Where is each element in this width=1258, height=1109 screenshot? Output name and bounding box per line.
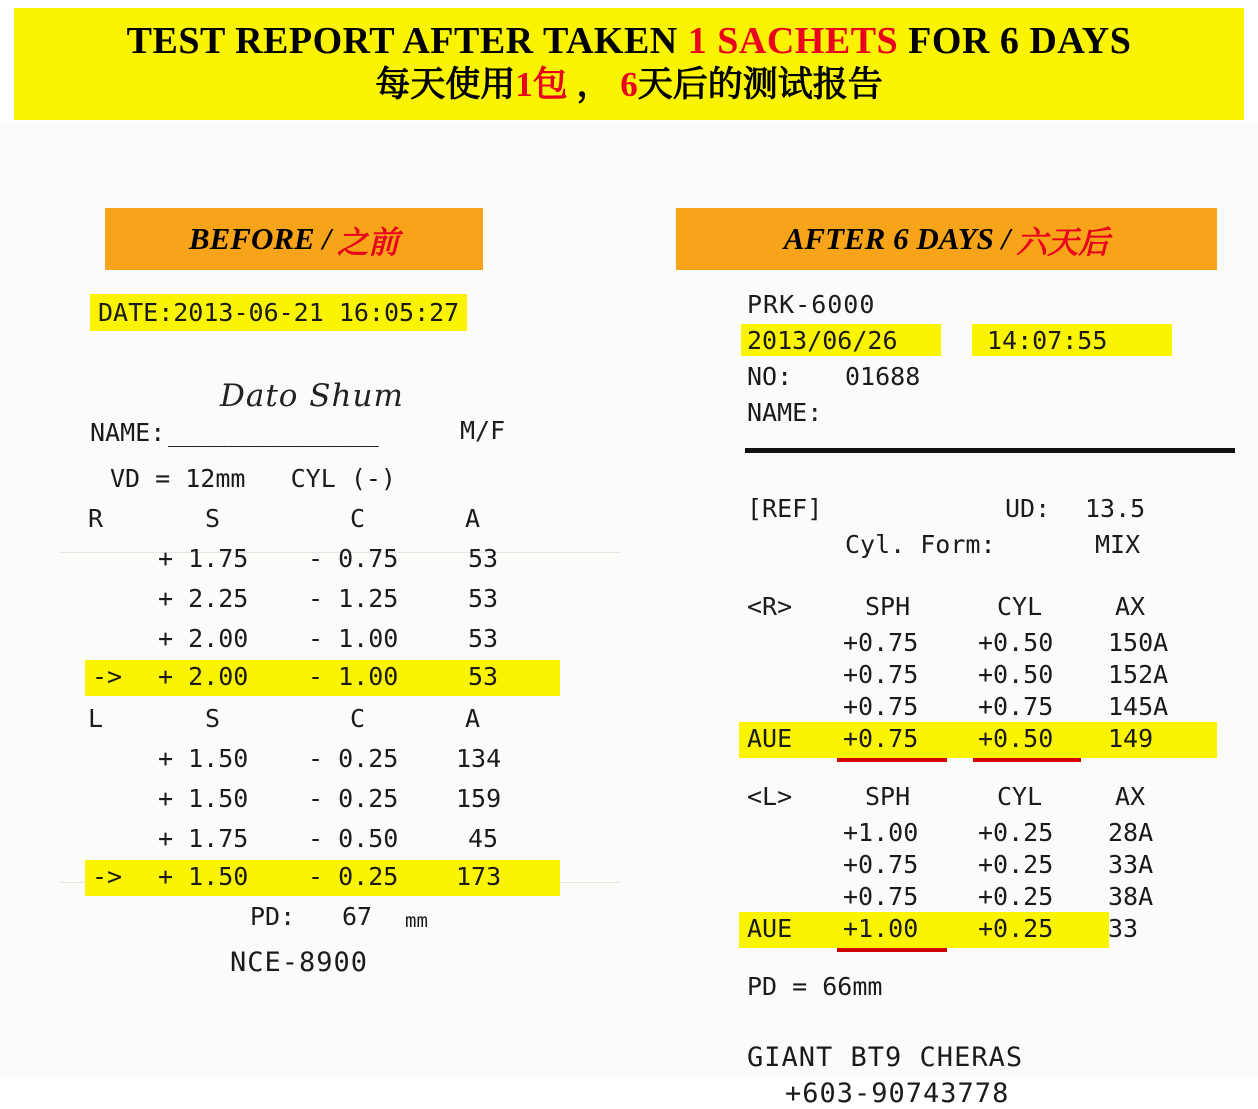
before-right-row1-c: - 0.75 [308, 544, 399, 573]
before-left-eye-label: L [88, 704, 104, 733]
before-right-col-a: A [465, 504, 481, 533]
before-date-line: DATE:2013-06-21 16:05:27 [90, 294, 467, 331]
after-ref-label: [REF] [747, 494, 823, 523]
banner-cn-part3: 天后的测试报告 [637, 64, 883, 104]
after-left-ave-cyl: +0.25 [978, 914, 1054, 943]
banner-title-part2: FOR 6 DAYS [898, 20, 1132, 63]
after-right-row1-ax: 150A [1108, 628, 1169, 657]
after-divider-rule [745, 448, 1235, 453]
after-right-row2-sph: +0.75 [843, 660, 919, 689]
after-left-row3-ax: 38A [1108, 882, 1154, 911]
before-right-row2-a: 53 [468, 584, 499, 613]
before-mf-label: M/F [460, 416, 506, 445]
after-no-label: NO: [747, 362, 793, 391]
before-right-result-c: - 1.00 [308, 662, 399, 691]
after-left-row2-cyl: +0.25 [978, 850, 1054, 879]
before-right-row3-c: - 1.00 [308, 624, 399, 653]
before-pd-value: 67 [342, 902, 373, 931]
before-model: NCE-8900 [230, 947, 369, 978]
after-left-row1-sph: +1.00 [843, 818, 919, 847]
after-right-row3-sph: +0.75 [843, 692, 919, 721]
after-left-ave-highlight [739, 912, 1109, 948]
banner-title-chinese [375, 64, 883, 106]
after-pd-line: PD = 66mm [747, 972, 883, 1001]
after-left-ave-sph-underline [837, 948, 947, 952]
after-cylform-value: MIX [1095, 530, 1141, 559]
before-right-result-a: 53 [468, 662, 499, 691]
banner-title-english [127, 22, 1132, 62]
banner-cn-part1: 每天使用 [375, 64, 516, 104]
before-name-underscores: ______________ [168, 418, 379, 447]
after-receipt [725, 282, 1245, 1109]
column-label-before [105, 208, 483, 270]
before-left-row2-c: - 0.25 [308, 784, 399, 813]
before-vd-line: VD = 12mm CYL (-) [110, 464, 396, 493]
after-left-ave-label: AUE [747, 914, 793, 943]
after-left-row1-ax: 28A [1108, 818, 1154, 847]
before-left-col-c: C [350, 704, 366, 733]
before-right-row1-a: 53 [468, 544, 499, 573]
banner-title-part1: TEST REPORT AFTER TAKEN [126, 20, 688, 63]
after-right-row3-cyl: +0.75 [978, 692, 1054, 721]
banner-cn-highlight-2: 6 [620, 64, 638, 104]
column-label-after [676, 208, 1217, 270]
after-right-ave-cyl: +0.50 [978, 724, 1054, 753]
after-no-value: 01688 [845, 362, 921, 391]
after-left-col-sph: SPH [865, 782, 911, 811]
after-right-row3-ax: 145A [1108, 692, 1169, 721]
column-label-before-cn: 之前 [337, 224, 400, 260]
column-label-before-en: BEFORE / [188, 221, 332, 256]
after-model-top: PRK-6000 [747, 290, 876, 319]
before-right-result-s: + 2.00 [158, 662, 249, 691]
before-left-row3-s: + 1.75 [158, 824, 249, 853]
banner-cn-highlight-1: 1包 [515, 64, 568, 104]
after-left-row1-cyl: +0.25 [978, 818, 1054, 847]
after-cylform-label: Cyl. Form: [845, 530, 996, 559]
scanned-report-area [0, 122, 1258, 1109]
before-name-handwritten: Dato Shum [220, 378, 404, 414]
before-left-row2-s: + 1.50 [158, 784, 249, 813]
after-right-ave-sph-underline [837, 758, 947, 762]
after-right-row2-cyl: +0.50 [978, 660, 1054, 689]
after-left-ave-sph: +1.00 [843, 914, 919, 943]
before-left-row3-c: - 0.50 [308, 824, 399, 853]
after-left-row2-sph: +0.75 [843, 850, 919, 879]
before-right-row2-c: - 1.25 [308, 584, 399, 613]
before-pd-label: PD: [250, 902, 296, 931]
after-right-ave-sph: +0.75 [843, 724, 919, 753]
after-left-row3-cyl: +0.25 [978, 882, 1054, 911]
before-left-row3-a: 45 [468, 824, 499, 853]
before-right-row3-s: + 2.00 [158, 624, 249, 653]
before-right-row2-s: + 2.25 [158, 584, 249, 613]
after-left-row3-sph: +0.75 [843, 882, 919, 911]
before-left-col-s: S [205, 704, 221, 733]
after-left-row2-ax: 33A [1108, 850, 1154, 879]
after-right-ave-cyl-underline [973, 758, 1081, 762]
after-right-eye-label: <R> [747, 592, 793, 621]
before-left-row1-s: + 1.50 [158, 744, 249, 773]
column-label-after-cn: 六天后 [1016, 224, 1110, 260]
header-banner [14, 8, 1244, 120]
after-right-ave-label: AUE [747, 724, 793, 753]
after-left-col-ax: AX [1115, 782, 1146, 811]
before-receipt [60, 282, 620, 1042]
before-left-row1-a: 134 [456, 744, 502, 773]
before-pd-unit: mm [405, 910, 428, 932]
before-left-row1-c: - 0.25 [308, 744, 399, 773]
after-right-row1-sph: +0.75 [843, 628, 919, 657]
banner-title-highlight: 1 SACHETS [687, 20, 899, 63]
after-right-col-sph: SPH [865, 592, 911, 621]
before-right-result-arrow: -> [92, 662, 123, 691]
before-left-result-s: + 1.50 [158, 862, 249, 891]
before-left-result-c: - 0.25 [308, 862, 399, 891]
before-right-col-c: C [350, 504, 366, 533]
after-vd-value: 13.5 [1085, 494, 1146, 523]
before-left-result-arrow: -> [92, 862, 123, 891]
after-store-name: GIANT BT9 CHERAS [747, 1042, 1024, 1073]
after-right-row1-cyl: +0.50 [978, 628, 1054, 657]
after-left-eye-label: <L> [747, 782, 793, 811]
before-left-col-a: A [465, 704, 481, 733]
after-vd-label: UD: [1005, 494, 1051, 523]
after-right-col-ax: AX [1115, 592, 1146, 621]
before-left-row2-a: 159 [456, 784, 502, 813]
before-right-row1-s: + 1.75 [158, 544, 249, 573]
after-right-ave-ax: 149 [1108, 724, 1154, 753]
before-left-result-a: 173 [456, 862, 502, 891]
after-left-col-cyl: CYL [997, 782, 1043, 811]
banner-cn-part2: ， [567, 64, 621, 104]
before-right-col-s: S [205, 504, 221, 533]
after-left-ave-ax: 33 [1108, 914, 1139, 943]
before-right-eye-label: R [88, 504, 104, 533]
after-date: 2013/06/26 [747, 326, 898, 355]
before-name-label: NAME: [90, 418, 166, 447]
column-label-after-en: AFTER 6 DAYS / [783, 221, 1011, 256]
after-right-col-cyl: CYL [997, 592, 1043, 621]
after-name-label: NAME: [747, 398, 823, 427]
before-right-row3-a: 53 [468, 624, 499, 653]
after-right-row2-ax: 152A [1108, 660, 1169, 689]
after-store-phone: +603-90743778 [785, 1078, 1010, 1109]
after-time: 14:07:55 [987, 326, 1108, 355]
